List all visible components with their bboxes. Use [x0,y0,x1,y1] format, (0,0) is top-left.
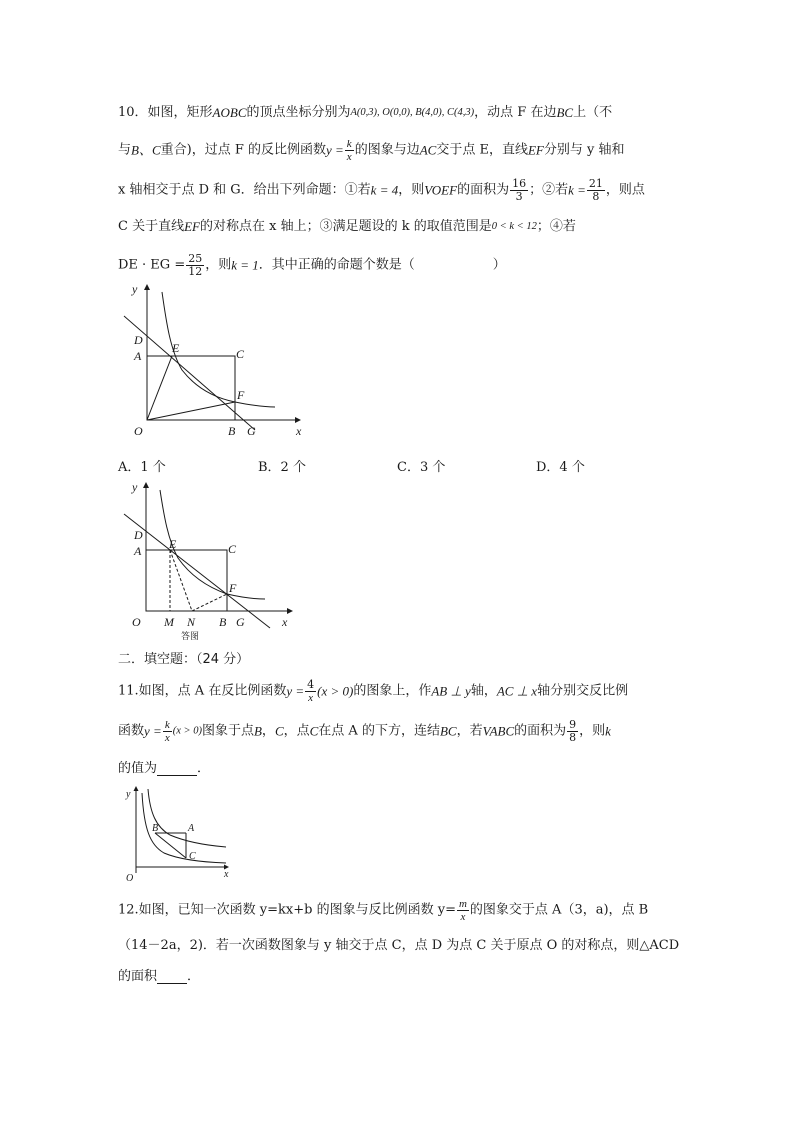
svg-text:F: F [237,388,245,402]
q11-line-2: 函数y = $\frac{k}{x}$ (x > 0)图象于点B，C，点C在点 A 的下方，连结BC，若VABC的面积为 $\frac{9}{8}$ ，则k [118,718,611,744]
svg-text:A: A [134,349,142,363]
svg-text:D: D [134,528,143,542]
svg-text:x: x [224,869,229,880]
q12-line-2: （14－2a，2)．若一次函数图象与 y 轴交于点 C，点 D 为点 C 关于原点 O 的对称点，则△ACD [118,938,680,953]
q10-figure [110,280,310,440]
svg-text:O: O [126,873,134,884]
fraction-4-over-x: $\frac{4}{x}$ [307,678,315,704]
choice-a[interactable]: A．1 个 [118,460,166,475]
q11-figure [118,785,238,885]
svg-text:B: B [228,424,236,438]
choice-d[interactable]: D．4 个 [536,460,585,475]
answer-blank-q12[interactable] [157,971,187,984]
svg-text:B: B [219,615,227,629]
svg-text:答图: 答图 [181,632,200,642]
svg-text:E: E [169,537,177,551]
segment-oe [147,356,172,420]
choice-b[interactable]: B．2 个 [258,460,306,475]
svg-text:N: N [187,615,196,629]
q12-line-1: 12.如图，已知一次函数 y=kx+b 的图象与反比例函数 y= $\frac{m}{x}$ 的图象交于点 A（3，a)，点 B [118,898,649,923]
svg-text:A: A [188,823,195,834]
q10-line-4: C 关于直线EF的对称点在 x 轴上；③满足题设的 k 的取值范围是0 < k < 12；④若 [118,219,576,234]
q10-line-2: 与B、C重合)，过点 F 的反比例函数y = $\frac{k}{x}$ 的图象与边AC交于点 E，直线EF分别与 y 轴和 [118,138,625,163]
fraction-9-8: $\frac{9}{8}$ [569,718,577,744]
svg-text:y: y [132,282,138,296]
rectangle-aobc [146,550,227,611]
svg-text:O: O [132,615,141,629]
svg-text:x: x [282,615,288,629]
segment-of [147,402,235,420]
svg-text:C: C [189,851,196,862]
q10-line-3: x 轴相交于点 D 和 G．给出下列命题：①若k = 4，则VOEF的面积为 $\frac{16}{3}$ ；②若k = $\frac{21}{8}$ ，则点 [118,177,645,203]
curve-y-4-over-x [148,789,226,847]
fraction-m-over-x: $\frac{m}{x}$ [458,898,467,923]
svg-text:C: C [228,542,237,556]
svg-text:O: O [134,424,143,438]
q11-line-1: 11.如图，点 A 在反比例函数y = $\frac{4}{x}$ (x > 0)的图象上，作AB ⊥ y轴，AC ⊥ x轴分别交反比例 [118,678,629,704]
q11-line-3: 的值为 ． [118,761,211,776]
fraction-16-3: $\frac{16}{3}$ [512,177,527,203]
dashed-en [170,550,192,611]
dashed-nf [192,594,227,611]
svg-text:B: B [152,823,159,834]
fraction-25-12: $\frac{25}{12}$ [188,252,203,278]
svg-text:y: y [132,480,138,494]
fraction-k-over-x: $\frac{k}{x}$ [346,138,352,163]
q10-line-5: DE · EG = $\frac{25}{12}$ ，则k = 1．其中正确的命题个数是（ ） [118,252,506,278]
svg-text:y: y [126,789,131,800]
choice-c[interactable]: C．3 个 [397,460,446,475]
svg-text:M: M [164,615,174,629]
rectangle-aobc [147,356,235,420]
svg-text:x: x [296,424,302,438]
q10-line-1: 10．如图，矩形AOBC的顶点坐标分别为A(0,3), O(0,0), B(4,0), C(4,3)，动点 F 在边BC上（不 [118,105,613,120]
q12-line-3: 的面积 ． [118,969,201,984]
svg-text:G: G [236,615,245,629]
svg-text:E: E [172,341,180,355]
svg-text:C: C [236,347,245,361]
svg-text:A: A [134,544,142,558]
svg-text:F: F [229,581,237,595]
segment-bc [155,833,186,858]
fraction-21-8: $\frac{21}{8}$ [588,177,603,203]
svg-text:G: G [247,424,256,438]
section-header: 二．填空题：（24 分） [118,652,250,667]
answer-blank-q11[interactable] [157,763,197,776]
q10-answer-figure [110,478,310,648]
svg-text:D: D [134,333,143,347]
fraction-k-over-x-2: $\frac{k}{x}$ [164,719,170,744]
